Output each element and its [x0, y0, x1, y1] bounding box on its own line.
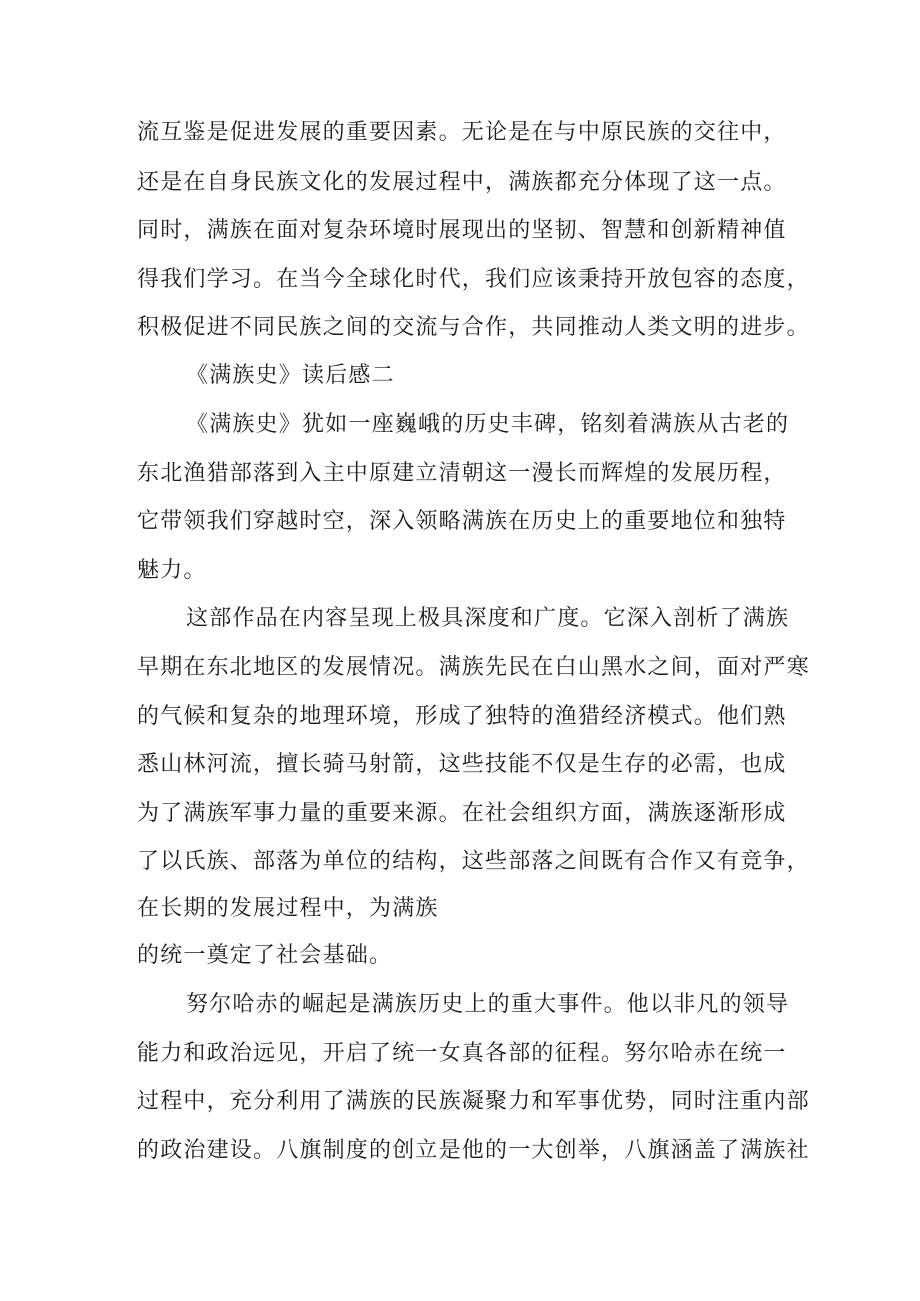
paragraph-line: 能力和政治远见，开启了统一女真各部的征程。努尔哈赤在统一 — [137, 1041, 787, 1066]
paragraph-line: 在长期的发展过程中，为满族 — [137, 896, 439, 921]
paragraph-line: 努尔哈赤的崛起是满族历史上的重大事件。他以非凡的领导 — [186, 992, 790, 1017]
paragraph-line: 过程中，充分利用了满族的民族凝聚力和军事优势，同时注重内部 — [137, 1089, 810, 1114]
paragraph-line: 同时，满族在面对复杂环境时展现出的坚韧、智慧和创新精神值 — [137, 218, 787, 243]
paragraph-line: 《满族史》犹如一座巍峨的历史丰碑，铭刻着满族从古老的 — [186, 412, 790, 437]
paragraph-line: 这部作品在内容呈现上极具深度和广度。它深入剖析了满族 — [186, 606, 790, 631]
paragraph-line: 得我们学习。在当今全球化时代，我们应该秉持开放包容的态度， — [137, 267, 810, 292]
paragraph-line: 流互鉴是促进发展的重要因素。无论是在与中原民族的交往中， — [137, 120, 787, 145]
paragraph-line: 的统一奠定了社会基础。 — [137, 943, 393, 968]
paragraph-line: 魅力。 — [137, 558, 207, 583]
paragraph-line: 的政治建设。八旗制度的创立是他的一大创举，八旗涵盖了满族社 — [137, 1138, 810, 1163]
paragraph-line: 悉山林河流，擅长骑马射箭，这些技能不仅是生存的必需，也成 — [137, 752, 787, 777]
paragraph-line: 东北渔猎部落到入主中原建立清朝这一漫长而辉煌的发展历程， — [137, 461, 787, 486]
paragraph-line: 为了满族军事力量的重要来源。在社会组织方面，满族逐渐形成 — [137, 801, 787, 826]
section-title: 《满族史》读后感二 — [186, 363, 395, 388]
paragraph-line: 的气候和复杂的地理环境，形成了独特的渔猎经济模式。他们熟 — [137, 704, 787, 729]
paragraph-line: 它带领我们穿越时空，深入领略满族在历史上的重要地位和独特 — [137, 509, 787, 534]
paragraph-line: 早期在东北地区的发展情况。满族先民在白山黑水之间，面对严寒 — [137, 655, 810, 680]
paragraph-line: 还是在自身民族文化的发展过程中，满族都充分体现了这一点。 — [137, 170, 787, 195]
paragraph-line: 了以氏族、部落为单位的结构，这些部落之间既有合作又有竞争， — [137, 849, 810, 874]
paragraph-line: 积极促进不同民族之间的交流与合作，共同推动人类文明的进步。 — [137, 315, 810, 340]
